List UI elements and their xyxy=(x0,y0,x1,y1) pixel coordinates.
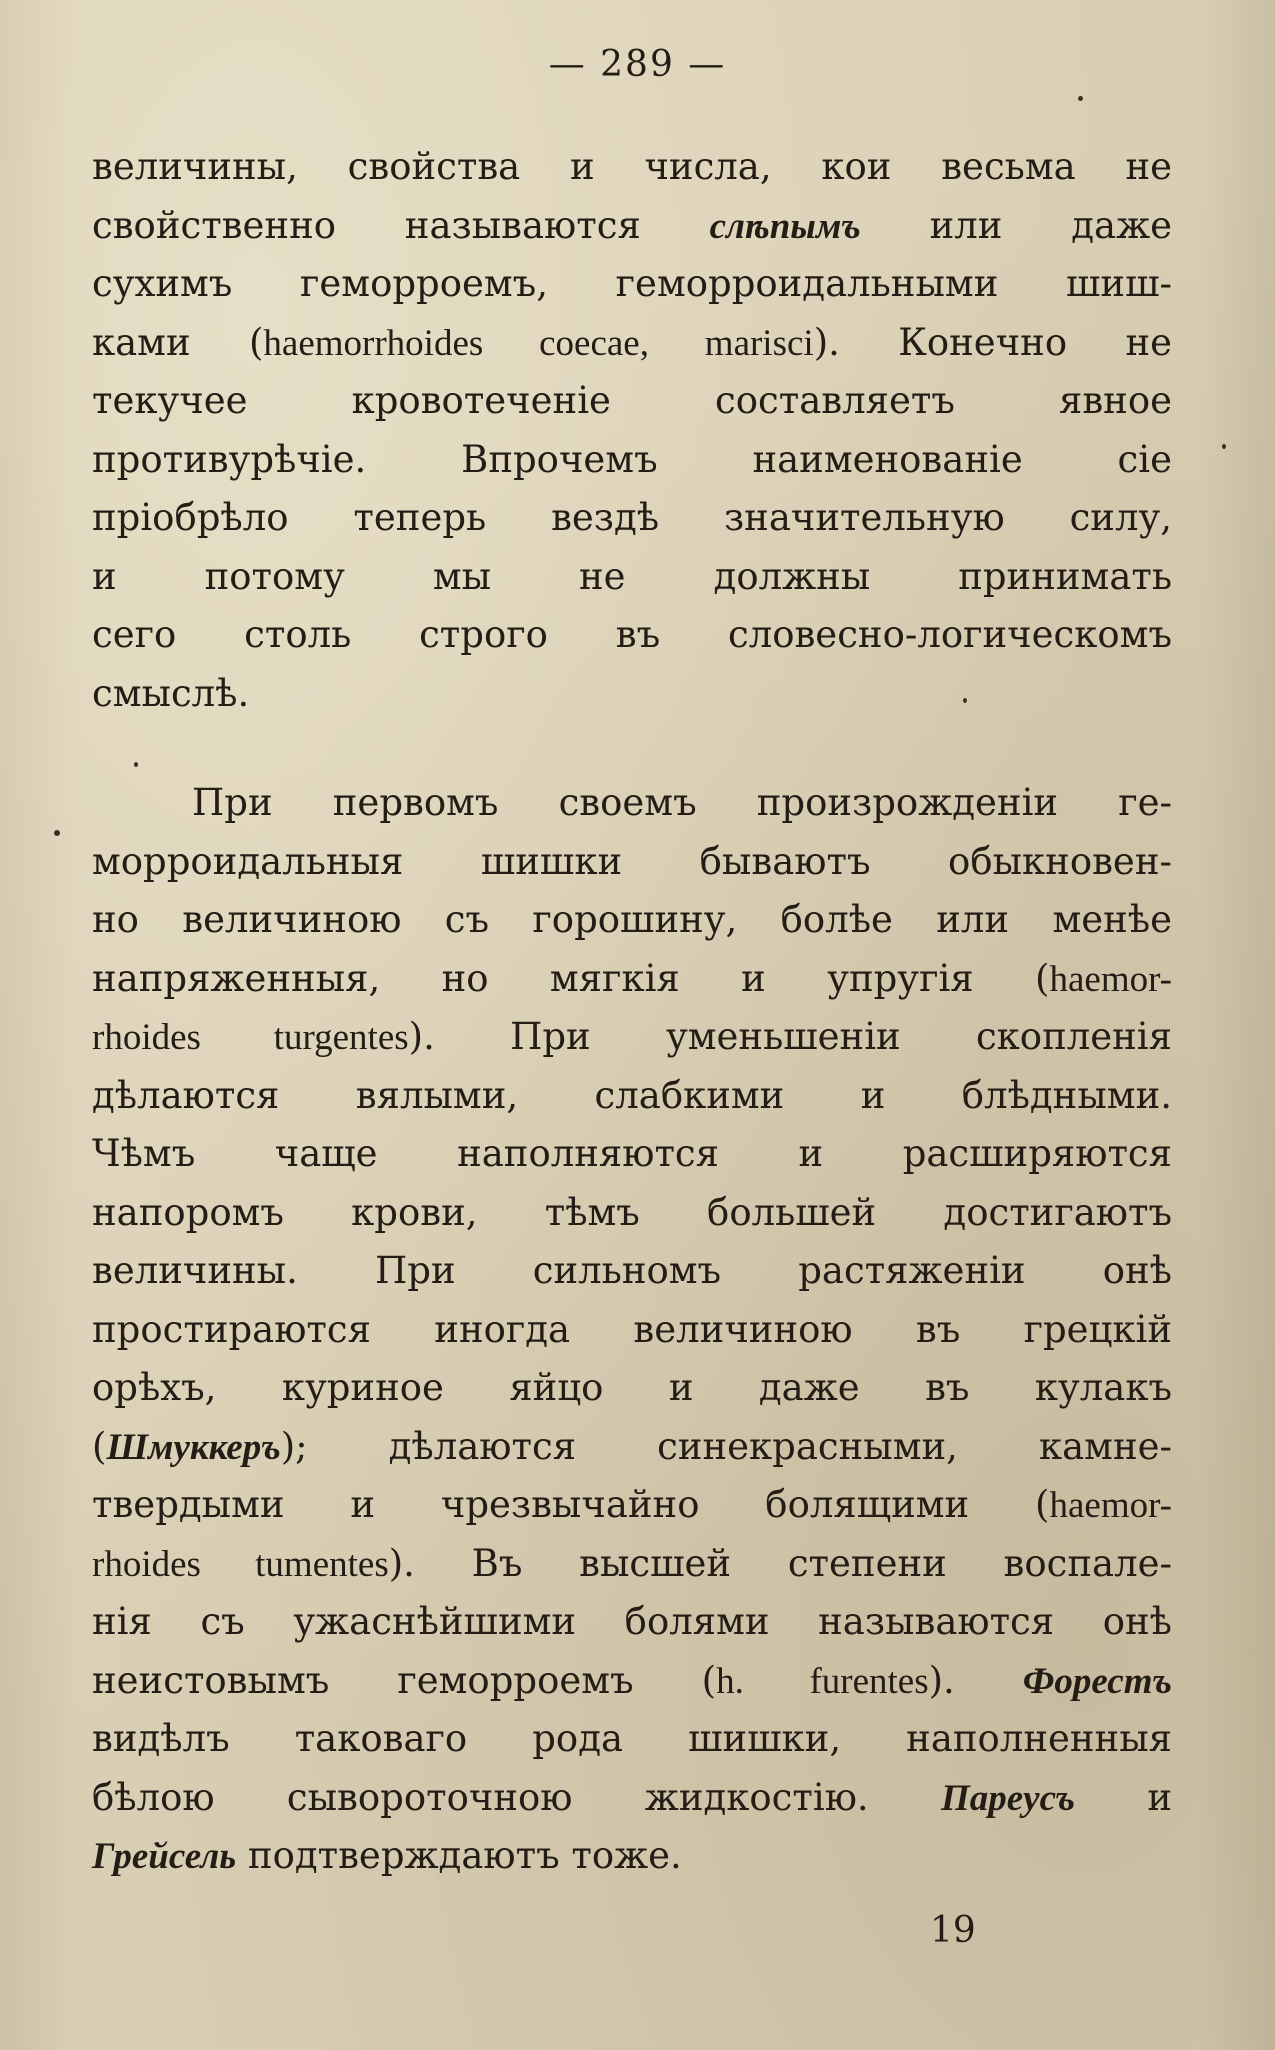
text-segment: ). Въ высшей степени воспале- xyxy=(388,1541,1172,1585)
signature-mark: 19 xyxy=(930,1910,976,1951)
latin-term: haemorrhoides coecae, marisci xyxy=(263,322,814,364)
text-segment: напряженныя, но мягкія и упругія ( xyxy=(92,956,1050,1000)
italic-name: Грейсель xyxy=(92,1836,237,1877)
text-line xyxy=(92,1652,1172,1711)
text-segment: ). xyxy=(928,1658,1023,1702)
text-segment: орѣхъ, куриное яйцо и даже въ кулакъ xyxy=(92,1366,1172,1409)
text-segment: свойственно называются xyxy=(92,203,710,247)
text-line xyxy=(92,950,1172,1009)
text-segment: но величиною съ горошину, болѣе или менѣе xyxy=(92,898,1172,941)
text-line xyxy=(92,1242,1172,1301)
italic-name: Форестъ xyxy=(1022,1660,1172,1702)
text-segment: напоромъ крови, тѣмъ большей достигаютъ xyxy=(92,1190,1172,1234)
text-segment: морроидальныя шишки бываютъ обыкновен- xyxy=(92,839,1172,883)
text-line xyxy=(92,1301,1172,1360)
page-header: — 289 — xyxy=(548,44,727,85)
text-segment: сухимъ геморроемъ, геморроидальными шиш- xyxy=(92,262,1172,305)
text-line xyxy=(92,1359,1172,1418)
text-segment: Чѣмъ чаще наполняются и расширяются xyxy=(92,1132,1172,1175)
text-line xyxy=(92,138,1172,197)
latin-term: rhoides tumentes xyxy=(92,1543,389,1585)
italic-name: Пареусъ xyxy=(940,1777,1076,1819)
paragraph-2 xyxy=(92,774,1172,1886)
text-segment: простираются иногда величиною въ грецкій xyxy=(92,1307,1172,1351)
text-line xyxy=(92,255,1172,314)
paragraph-1 xyxy=(92,138,1172,723)
text-segment: и потому мы не должны принимать xyxy=(92,554,1172,598)
text-segment: и xyxy=(1075,1775,1172,1819)
text-line xyxy=(92,1125,1172,1184)
text-line xyxy=(92,431,1172,490)
text-line xyxy=(92,1008,1172,1067)
text-segment: твердыми и чрезвычайно болящими ( xyxy=(92,1483,1050,1526)
text-line xyxy=(92,891,1172,950)
text-line xyxy=(92,197,1172,256)
text-segment: сего столь строго въ словесно-логическомъ xyxy=(92,613,1172,656)
text-segment: величины. При сильномъ растяженіи онѣ xyxy=(92,1249,1172,1292)
text-segment: видѣлъ таковаго рода шишки, наполненныя xyxy=(92,1717,1172,1760)
text-segment: дѣлаются вялыми, слабкими и блѣдными. xyxy=(92,1073,1172,1117)
text-line xyxy=(92,1067,1172,1126)
latin-term: haemor- xyxy=(1049,1485,1172,1526)
text-line xyxy=(92,606,1172,665)
text-line xyxy=(92,1827,1172,1886)
text-segment: пріобрѣло теперь вездѣ значительную силу, xyxy=(92,496,1172,539)
italic-name: слѣпымъ xyxy=(709,205,861,247)
text-segment: ); дѣлаются синекрасными, камне- xyxy=(280,1424,1172,1468)
text-line xyxy=(92,1476,1172,1535)
text-segment: ками ( xyxy=(92,320,264,364)
text-line xyxy=(92,1593,1172,1652)
text-segment: бѣлою сывороточною жидкостію. xyxy=(92,1775,941,1819)
text-segment: ( xyxy=(92,1424,107,1468)
ink-speck xyxy=(1222,444,1226,449)
italic-name: Шмуккеръ xyxy=(106,1426,281,1468)
text-line xyxy=(92,665,1172,724)
text-line xyxy=(92,1418,1172,1477)
text-line xyxy=(92,774,1172,833)
ink-speck xyxy=(963,698,967,703)
ink-speck xyxy=(1078,96,1083,101)
text-line xyxy=(92,833,1172,892)
text-segment: неистовымъ геморроемъ ( xyxy=(92,1658,717,1702)
text-line xyxy=(92,372,1172,431)
text-line xyxy=(92,1769,1172,1828)
ink-speck xyxy=(134,762,138,767)
text-segment: текучее кровотеченіе составляетъ явное xyxy=(92,379,1172,422)
text-line xyxy=(92,489,1172,548)
text-segment: нія съ ужаснѣйшими болями называются онѣ xyxy=(92,1600,1172,1643)
text-segment: или даже xyxy=(860,203,1173,247)
text-segment: При первомъ своемъ произрожденіи ге- xyxy=(192,781,1172,824)
text-segment: ). При уменьшеніи скопленія xyxy=(408,1015,1172,1058)
text-segment: противурѣчіе. Впрочемъ наименованіе сіе xyxy=(92,437,1172,481)
ink-speck xyxy=(54,830,60,836)
latin-term: rhoides turgentes xyxy=(92,1017,409,1058)
text-segment: величины, свойства и числа, кои весьма не xyxy=(92,145,1172,188)
text-segment: подтверждаютъ тоже. xyxy=(236,1834,682,1877)
text-line xyxy=(92,548,1172,607)
latin-term: haemor- xyxy=(1049,958,1172,1000)
text-segment: ). Конечно не xyxy=(813,320,1172,364)
latin-term: h. furentes xyxy=(716,1660,929,1702)
text-line xyxy=(92,1710,1172,1769)
text-segment: смыслѣ. xyxy=(92,671,250,715)
text-line xyxy=(92,1184,1172,1243)
text-line xyxy=(92,314,1172,373)
text-line xyxy=(92,1535,1172,1594)
